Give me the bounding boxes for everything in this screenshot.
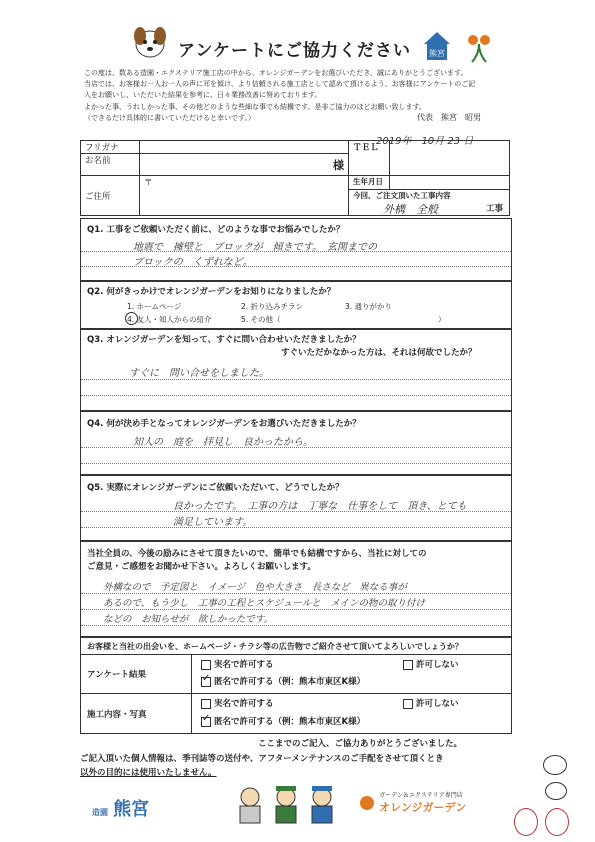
consent-survey-label: アンケート結果 xyxy=(87,670,146,680)
q1-section xyxy=(80,218,512,282)
consent-photo-label: 施工内容・写真 xyxy=(87,710,147,720)
q6-answer-line-1: 外構なので 予定図と イメージ 色や大きさ 長さなど 異なる事が xyxy=(103,582,407,593)
q1-answer-line-1: 地震で 擁壁と ブロックが 傾きです。 玄関までの xyxy=(133,242,377,253)
postal-mark: 〒 xyxy=(144,178,153,188)
consent-photo-anon[interactable]: ✓匿名で許可する（例：熊本市東区K様） xyxy=(201,715,365,727)
q6-answer-line-2: あるので、もう少し 工事の工程とスケジュールと メインの物の取り付け xyxy=(103,598,426,609)
privacy-line-1: ご記入頂いた個人情報は、季刊誌等の送付や、アフターメンテナンスのご手配をさせて頂くとき xyxy=(80,754,444,764)
q2-option-other[interactable]: 5. その他（ ） xyxy=(241,315,446,324)
kumamiya-header-logo xyxy=(422,30,452,64)
q3-section xyxy=(80,328,512,412)
work-cell[interactable] xyxy=(349,190,510,216)
customer-info-table xyxy=(80,140,510,216)
birth-field[interactable] xyxy=(390,176,510,190)
q1-question: Q1. 工事をご依頼いただく前に、どのような事でお悩みでしたか？ xyxy=(87,225,345,235)
page-title: アンケートにご協力ください xyxy=(178,41,411,61)
hanko-stamp-2 xyxy=(545,808,569,836)
work-suffix: 工事 xyxy=(485,204,503,214)
consent-survey-no[interactable]: 許可しない xyxy=(403,658,459,670)
q4-answer: 知人の 庭を 拝見し 良かったから。 xyxy=(133,437,313,448)
q6-answer-line-3: などの お知らせが 欲しかったです。 xyxy=(103,614,273,625)
name-field[interactable] xyxy=(140,154,349,176)
privacy-line-2: 以外の目的には使用いたしません。 xyxy=(80,768,217,778)
q2-section xyxy=(80,280,512,330)
q2-question: Q2. 何がきっかけでオレンジガーデンをお知りになりましたか？ xyxy=(87,287,336,297)
furigana-field[interactable] xyxy=(140,141,349,154)
checkbox[interactable] xyxy=(403,660,413,670)
approval-stamp-small-2 xyxy=(545,782,567,800)
q2-option-homepage[interactable]: 1. ホームページ xyxy=(127,302,182,311)
staff-illustrations xyxy=(232,784,342,824)
orange-icon xyxy=(360,796,374,810)
consent-question: お客様と当社の出会いを、ホームページ・チラシ等の広告物でご紹介させて頂いてよろしいでしょうか？ xyxy=(87,642,463,651)
q2-option-referral[interactable]: 4. 友人・知人からの紹介 xyxy=(127,315,212,324)
svg-text:熊宮: 熊宮 xyxy=(429,49,445,58)
q2-option-passing[interactable]: 3. 通りがかり xyxy=(345,302,393,311)
intro-text: この度は、数ある造園・エクステリア施工店の中から、オレンジガーデンをお選びいただき、誠にありがとうございます。 当店では、お客様お一人お一人の声に耳を傾け、より信頼される施工店として認めて頂けるよう、お客様にアンケートのご記 入をお願いし、いただいた結果を参考に、日々業務改善に努めております。 よかった事、うれしかった事、その他どのような些細な事でも結構です。是非ご協力のほどお願い致します。 （できるだけ具体的に書いていただけると幸いです。） xyxy=(84,69,476,122)
tel-label: ＴＥＬ xyxy=(349,141,390,176)
name-label: お名前 xyxy=(81,154,140,176)
q2-option-flyer[interactable]: 2. 折り込みチラシ xyxy=(241,302,304,311)
kumamiya-logo: 造園 熊宮 xyxy=(92,799,150,820)
checkbox-checked[interactable] xyxy=(201,717,211,727)
thanks-text: ここまでのご記入、ご協力ありがとうございました。 xyxy=(258,739,463,749)
q6-question-line-1: 当社全員の、今後の励みにさせて頂きたいので、簡単でも結構ですから、当社に対しての xyxy=(87,549,427,559)
work-label: 今回、ご注文頂いた工事内容 xyxy=(353,191,451,200)
q5-answer-line-1: 良かったです。 工事の方は 丁寧な 仕事をして 頂き、とても xyxy=(173,501,467,512)
orange-garden-logo: ガーデン＆エクステリア専門店 オレンジガーデン xyxy=(360,790,466,815)
honorific-label: 様 xyxy=(333,158,344,172)
orange-garden-header-icon xyxy=(462,30,496,64)
q5-question: Q5. 実際にオレンジガーデンにご依頼いただいて、どうでしたか？ xyxy=(87,483,344,493)
q1-answer-line-2: ブロックの くずれなど。 xyxy=(133,257,253,268)
consent-survey-real[interactable]: 実名で許可する xyxy=(201,658,274,670)
q3-question: Q3. オレンジガーデンを知って、すぐに問い合わせいただきましたか？ xyxy=(87,335,361,345)
checkbox[interactable] xyxy=(403,699,413,709)
checkbox-checked[interactable] xyxy=(201,677,211,687)
hanko-stamp-1 xyxy=(514,808,538,836)
consent-section xyxy=(80,636,512,734)
birth-label: 生年月日 xyxy=(349,176,390,190)
consent-photo-no[interactable]: 許可しない xyxy=(403,697,459,709)
q3-answer: すぐに 問い合せをしました。 xyxy=(129,368,269,379)
q4-section xyxy=(80,410,512,476)
survey-date: 2019年 10月 23 日 xyxy=(376,136,474,147)
q5-answer-line-2: 満足しています。 xyxy=(173,517,253,528)
furigana-label: フリガナ xyxy=(81,141,140,154)
consent-photo-real[interactable]: 実名で許可する xyxy=(201,697,274,709)
checkbox[interactable] xyxy=(201,660,211,670)
consent-survey-anon[interactable]: ✓匿名で許可する（例：熊本市東区K様） xyxy=(201,675,365,687)
q3-subquestion: すぐいただかなかった方は、それは何故でしたか？ xyxy=(281,348,477,358)
checkbox[interactable] xyxy=(201,699,211,709)
q4-question: Q4. 何が決め手となってオレンジガーデンをお選びいただきましたか？ xyxy=(87,419,361,429)
tel-field[interactable] xyxy=(390,141,510,176)
q6-section xyxy=(80,540,512,638)
signature: 代表 熊宮 昭男 xyxy=(417,113,481,122)
approval-stamp-small-1 xyxy=(543,755,567,775)
work-value: 外構 全般 xyxy=(383,203,438,216)
mascot-dog-icon xyxy=(128,22,172,62)
q5-section xyxy=(80,474,512,542)
address-field[interactable] xyxy=(140,176,349,216)
address-label: ご住所 xyxy=(81,176,140,216)
q2-selected-circle xyxy=(125,312,138,325)
q6-question-line-2: ご意見・ご感想をお聞かせ下さい。よろしくお願いします。 xyxy=(87,562,316,572)
